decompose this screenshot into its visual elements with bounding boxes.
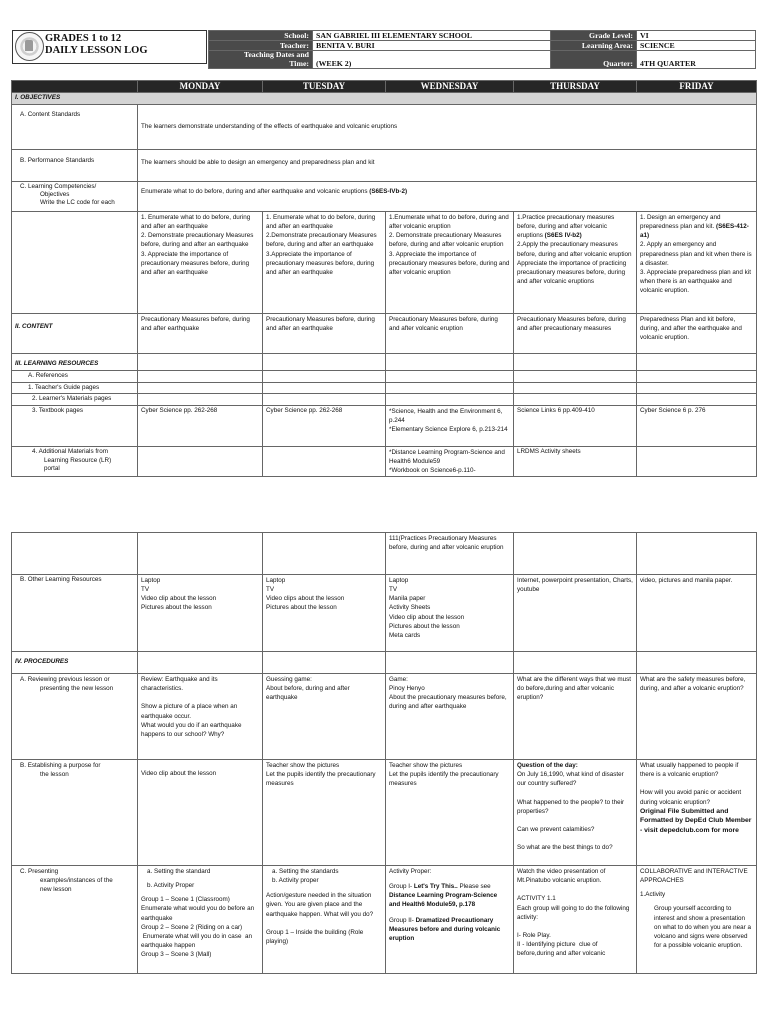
- performance-standards-value: The learners should be able to design an emergency and preparedness plan and kit: [141, 159, 375, 166]
- references-wednesday: [386, 371, 514, 383]
- procedures-monday-blank: [138, 652, 263, 674]
- additional-tuesday: [263, 447, 386, 477]
- content-monday: Precautionary Measures before, during and after earthquake: [138, 314, 263, 354]
- teachers-guide-label: 1. Teacher's Guide pages: [12, 382, 138, 394]
- presenting-label-line1: C. Presenting: [20, 868, 59, 875]
- day-thursday: THURSDAY: [514, 81, 637, 93]
- reviewing-tuesday: Guessing game: About before, during and after earthquake: [263, 674, 386, 760]
- additional-materials-label-line2: Learning Resource (LR): [44, 456, 112, 464]
- teacher-label: Teacher:: [209, 41, 313, 51]
- other-resources-tuesday: Laptop TV Video clips about the lesson Pictures about the lesson: [263, 575, 386, 652]
- continuation-wednesday: 111(Practices Precautionary Measures before, during and after volcanic eruption: [386, 533, 514, 575]
- reviewing-thursday: What are the different ways that we must do before,during and after volcanic eruption?: [514, 674, 637, 760]
- continuation-monday: [138, 533, 263, 575]
- procedures-friday-blank: [637, 652, 757, 674]
- references-thursday: [514, 371, 637, 383]
- lm-thursday: [514, 394, 637, 406]
- section-objectives: I. OBJECTIVES: [12, 93, 757, 105]
- presenting-friday-heading: COLLABORATIVE and INTERACTIVE APPROACHES: [640, 868, 748, 885]
- competencies-value: Enumerate what to do before, during and after earthquake and volcanic eruptions: [141, 188, 370, 195]
- presenting-thursday: Watch the video presentation of Mt.Pinatubo volcanic eruption. ACTIVITY 1.1 Each group will going to do the following activity: I- Role Play. II - Identifying picture clue of before,during and after volcanic: [514, 866, 637, 974]
- quarter-value: 4TH QUARTER: [637, 51, 756, 69]
- form-title-line2: DAILY LESSON LOG: [45, 45, 148, 56]
- deped-seal-logo: [15, 32, 44, 61]
- other-resources-thursday: Internet, powerpoint presentation, Charts, youtube: [514, 575, 637, 652]
- procedures-wednesday-blank: [386, 652, 514, 674]
- objectives-friday-code: (S6ES-412-a1): [640, 223, 749, 240]
- learning-area-label: Learning Area:: [551, 41, 637, 51]
- purpose-monday-text: Video clip about the lesson: [141, 770, 217, 777]
- objectives-friday-part2: 2. Apply an emergency and preparedness plan and kit when there is a disaster. 3. Appreciate preparedness plan and kit when there is an earthquake and volcanic eruption.: [640, 241, 752, 294]
- day-tuesday: TUESDAY: [263, 81, 386, 93]
- other-resources-label: B. Other Learning Resources: [12, 575, 138, 652]
- teaching-dates-label: [209, 51, 313, 69]
- purpose-label: [12, 760, 138, 866]
- teacher-value: BENITA V. BURI: [313, 41, 551, 51]
- additional-materials-label: [12, 447, 138, 477]
- content-standards-label: [12, 105, 138, 150]
- procedures-label: IV. PROCEDURES: [12, 652, 138, 674]
- form-title-line1: GRADES 1 to 12: [45, 33, 122, 44]
- teaching-dates-label-line2: Time:: [289, 58, 309, 68]
- day-wednesday: WEDNESDAY: [386, 81, 514, 93]
- grade-level-value: VI: [637, 31, 756, 41]
- performance-standards-text: [138, 150, 757, 182]
- presenting-tuesday: [263, 866, 386, 974]
- presenting-tuesday-step-a: a. Setting the standards: [272, 868, 339, 875]
- content-standards-text: The learners demonstrate understanding of the effects of earthquake and volcanic eruptions: [138, 105, 757, 150]
- objectives-friday-part1: 1. Design an emergency and preparedness plan and kit.: [640, 214, 723, 231]
- presenting-friday-activity: 1.Activity: [640, 891, 666, 899]
- other-resources-monday: Laptop TV Video clip about the lesson Pictures about the lesson: [138, 575, 263, 652]
- presenting-wednesday-group1-see: Please see: [457, 883, 491, 891]
- tg-monday: [138, 382, 263, 394]
- presenting-label-line2: examples/instances of the: [40, 877, 113, 885]
- content-label-text: II. CONTENT: [15, 323, 53, 331]
- day-friday: FRIDAY: [637, 81, 757, 93]
- lesson-log-table-page2: [11, 532, 757, 974]
- additional-materials-label-line1: 4. Additional Materials from: [32, 448, 108, 456]
- other-resources-wednesday: Laptop TV Manila paper Activity Sheets Video clip about the lesson Pictures about the lesson Meta cards: [386, 575, 514, 652]
- reviewing-wednesday: Game: Pinoy Henyo About the precautionary measures before, during and after earthquake: [386, 674, 514, 760]
- content-thursday: Precautionary Measures before, during and after precautionary measures: [514, 314, 637, 354]
- school-info-table: [208, 30, 756, 69]
- tg-thursday: [514, 382, 637, 394]
- purpose-thursday-question-heading: Question of the day:: [517, 762, 578, 769]
- presenting-monday-text: Group 1 – Scene 1 (Classroom) Enumerate what would you do before an earthquake Group 2 – Scene 2 (Riding on a car) Enumerate what will you do in case an earthquake happen Group 3 – Scene 3 (Mall): [141, 896, 255, 958]
- other-resources-friday: video, pictures and manila paper.: [637, 575, 757, 652]
- tg-friday: [637, 382, 757, 394]
- competencies-label: [12, 182, 138, 212]
- presenting-wednesday-group1-ref: Distance Learning Program-Science and Health6 Module59, p.178: [389, 892, 498, 909]
- references-monday: [138, 371, 263, 383]
- references-tuesday: [263, 371, 386, 383]
- objectives-monday: 1. Enumerate what to do before, during and after an earthquake 2. Demonstrate precautionary Measures before, during and after an earthquake 3. Appreciate the importance of precautionary measures before, during and after an earthquake: [138, 212, 263, 314]
- tg-wednesday: [386, 382, 514, 394]
- textbook-friday: Cyber Science 6 p. 276: [637, 406, 757, 447]
- performance-standards-label: [12, 150, 138, 182]
- content-friday: Preparedness Plan and kit before, during, and after the earthquake and volcanic eruption.: [637, 314, 757, 354]
- content-tuesday: Precautionary Measures before, during and after an earthquake: [263, 314, 386, 354]
- lm-friday: [637, 394, 757, 406]
- presenting-label: [12, 866, 138, 974]
- depedclub-note: Original File Submitted and Formatted by DepEd Club Member - visit depedclub.com for more: [640, 807, 752, 835]
- days-header-row: [12, 81, 757, 93]
- objectives-thursday-part1: 1.Practice precautionary measures before, during and after volcanic eruptions: [517, 214, 617, 240]
- presenting-monday: [138, 866, 263, 974]
- reviewing-monday: Review: Earthquake and its characteristics. Show a picture of a place when an earthquake occur. What would you do if an earthquake happens to our school? Why?: [138, 674, 263, 760]
- additional-wednesday: *Distance Learning Program-Science and Health6 Module59 *Workbook on Science6-p.110-: [386, 447, 514, 477]
- references-friday: [637, 371, 757, 383]
- tg-tuesday: [263, 382, 386, 394]
- presenting-tuesday-step-b: b. Activity proper: [272, 877, 319, 885]
- presenting-wednesday-group1-activity: Let's Try This..: [413, 883, 458, 891]
- continuation-tuesday: [263, 533, 386, 575]
- presenting-wednesday-heading: Activity Proper:: [389, 868, 432, 875]
- purpose-friday-text: What usually happened to people if there is a volcanic eruption? How will you avoid panic or accident during volcanic eruption?: [640, 762, 742, 806]
- purpose-wednesday: Teacher show the pictures Let the pupils identify the precautionary measures: [386, 760, 514, 866]
- lm-tuesday: [263, 394, 386, 406]
- additional-materials-label-line3: portal: [44, 465, 60, 473]
- additional-monday: [138, 447, 263, 477]
- grade-level-label: Grade Level:: [551, 31, 637, 41]
- continuation-friday: [637, 533, 757, 575]
- presenting-monday-step-b: b. Activity Proper: [147, 882, 195, 890]
- objectives-thursday-code: (S6ES IV-b2): [544, 232, 582, 240]
- reviewing-label: [12, 674, 138, 760]
- competencies-code: (S6ES-IVb-2): [369, 188, 408, 195]
- presenting-wednesday-group1-prefix: Group I-: [389, 883, 414, 891]
- lm-monday: [138, 394, 263, 406]
- presenting-wednesday-group2-prefix: Group II-: [389, 916, 416, 924]
- learners-materials-label: 2. Learner's Materials pages: [12, 394, 138, 406]
- school-value: SAN GABRIEL III ELEMENTARY SCHOOL: [313, 31, 551, 41]
- purpose-label-line2: the lesson: [40, 771, 69, 779]
- objectives-friday: [637, 212, 757, 314]
- presenting-wednesday-group1: [389, 882, 510, 909]
- presenting-wednesday-group2: [389, 916, 510, 943]
- presenting-wednesday: [386, 866, 514, 974]
- resources-tuesday-blank: [263, 354, 386, 371]
- continuation-label-blank: [12, 533, 138, 575]
- resources-wednesday-blank: [386, 354, 514, 371]
- competencies-text: [138, 182, 757, 212]
- objectives-day-label-blank: [12, 212, 138, 314]
- learning-resources-label: III. LEARNING RESOURCES: [12, 354, 138, 371]
- objectives-wednesday: 1.Enumerate what to do before, during and after volcanic eruption 2. Demonstrate precautionary Measures before, during and after volcanic eruption 3. Appreciate the importance of precautionary measures before, during and after volcanic eruption: [386, 212, 514, 314]
- competencies-label-line1: C. Learning Competencies/: [20, 183, 97, 190]
- textbook-monday: Cyber Science pp. 262-268: [138, 406, 263, 447]
- purpose-thursday: [514, 760, 637, 866]
- resources-monday-blank: [138, 354, 263, 371]
- presenting-friday: [637, 866, 757, 974]
- presenting-monday-step-a: a. Setting the standard: [147, 868, 211, 875]
- presenting-label-line3: new lesson: [40, 886, 72, 894]
- learning-area-value: SCIENCE: [637, 41, 756, 51]
- procedures-tuesday-blank: [263, 652, 386, 674]
- performance-standards-label-text: B. Performance Standards: [20, 157, 95, 164]
- presenting-friday-text: Group yourself according to interest and show a presentation on what to do when you are near a volcano and signs were observed for a possible volcanic eruption.: [654, 905, 751, 949]
- additional-thursday: LRDMS Activity sheets: [514, 447, 637, 477]
- reviewing-label-line1: A. Reviewing previous lesson or: [20, 676, 110, 683]
- resources-friday-blank: [637, 354, 757, 371]
- purpose-tuesday: Teacher show the pictures Let the pupils identify the precautionary measures: [263, 760, 386, 866]
- reviewing-label-line2: presenting the new lesson: [40, 685, 114, 693]
- purpose-friday: [637, 760, 757, 866]
- content-label: [12, 314, 138, 354]
- content-standards-label-text: A. Content Standards: [20, 110, 81, 118]
- objectives-tuesday: 1. Enumerate what to do before, during and after an earthquake 2.Demonstrate precautionary Measures before, during and after an earthquake 3.Appreciate the importance of precautionary measures before, during and after an earthquake: [263, 212, 386, 314]
- lesson-log-table-page1: [11, 80, 757, 477]
- purpose-label-line1: B. Establishing a purpose for: [20, 762, 101, 769]
- teaching-dates-value: (WEEK 2): [313, 51, 551, 69]
- objectives-thursday-part2: 2.Apply the precautionary measures before, during and after volcanic eruption Appreciate the importance of practicing precautionary measures before, during and after volcanic eruptions: [517, 241, 632, 285]
- presenting-wednesday-group2-activity: Dramatized Precautionary Measures before and during volcanic eruption: [389, 916, 501, 942]
- school-label: School:: [209, 31, 313, 41]
- additional-friday: [637, 447, 757, 477]
- resources-thursday-blank: [514, 354, 637, 371]
- textbook-thursday: Science Links 6 pp.409-410: [514, 406, 637, 447]
- presenting-tuesday-text: Action/gesture needed in the situation given. You are given place and the earthquake happen. What will you do? Group 1 – Inside the building (Role playing): [266, 892, 374, 945]
- purpose-thursday-text: On July 16,1990, what kind of disaster our country suffered? What happened to the people? to their properties? Can we prevent calamities? So what are the best things to do?: [517, 771, 625, 852]
- continuation-thursday: [514, 533, 637, 575]
- competencies-label-line2: Objectives: [40, 191, 70, 199]
- reviewing-friday: What are the safety measures before, during, and after a volcanic eruption?: [637, 674, 757, 760]
- procedures-thursday-blank: [514, 652, 637, 674]
- objectives-thursday: [514, 212, 637, 314]
- quarter-label: Quarter:: [551, 51, 637, 69]
- content-wednesday: Precautionary Measures before, during and after volcanic eruption: [386, 314, 514, 354]
- textbook-pages-label: 3. Textbook pages: [12, 406, 138, 447]
- lm-wednesday: [386, 394, 514, 406]
- competencies-label-line3: Write the LC code for each: [40, 199, 115, 207]
- textbook-wednesday: *Science, Health and the Environment 6, p.244 *Elementary Science Explore 6, p.213-214: [386, 406, 514, 447]
- teaching-dates-label-line1: Teaching Dates and: [243, 50, 309, 59]
- day-monday: MONDAY: [138, 81, 263, 93]
- purpose-monday: [138, 760, 263, 866]
- references-label: A. References: [12, 371, 138, 383]
- textbook-tuesday: Cyber Science pp. 262-268: [263, 406, 386, 447]
- days-header-blank: [12, 81, 138, 93]
